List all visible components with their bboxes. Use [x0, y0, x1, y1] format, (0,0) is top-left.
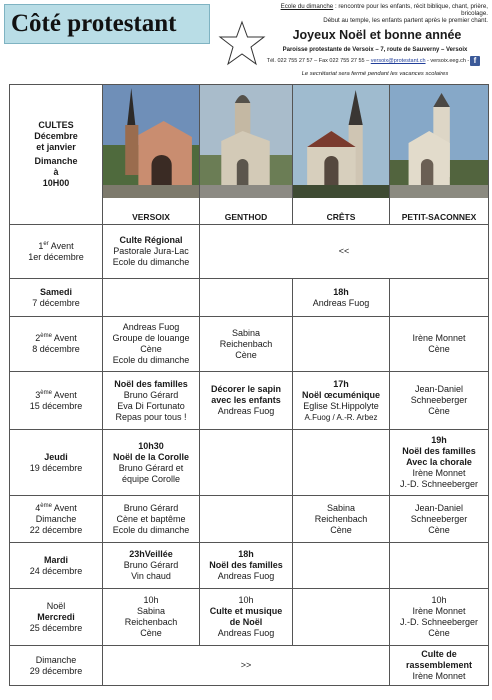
church-genthod-photo — [200, 85, 292, 198]
service-line: Sabina — [326, 502, 356, 513]
service-line: Repas pour tous ! — [115, 411, 187, 422]
crets-cell — [293, 589, 390, 646]
page-title: Côté protestant — [4, 4, 210, 44]
church-name: VERSOIX — [132, 212, 170, 222]
header-info — [258, 3, 488, 25]
church-name: CRÊTS — [326, 212, 356, 222]
date-cell — [10, 372, 103, 430]
date-weekday: Jeudi — [44, 451, 68, 462]
service-line: J.-D. Schneeberger — [399, 479, 479, 489]
date-cell — [10, 496, 103, 543]
service-title: Noël des familles — [209, 560, 283, 570]
service-line: Bruno Gérard — [123, 560, 179, 570]
date-weekday: Dimanche — [35, 513, 77, 524]
service-line: Reichenbach — [219, 338, 273, 349]
table-row — [10, 646, 489, 686]
intro-cultes: CULTES — [38, 120, 74, 130]
date-week: Avent — [51, 333, 77, 343]
service-time: 18h — [333, 286, 349, 297]
date-day: 19 décembre — [29, 462, 83, 473]
service-title: Noël œcuménique — [301, 389, 380, 400]
table-row — [10, 589, 489, 646]
service-title: Culte Régional — [119, 235, 183, 245]
service-line: Cène — [428, 344, 450, 354]
date-day: 29 décembre — [29, 665, 83, 676]
service-title: Noël de la Corolle — [112, 451, 190, 462]
petit-saconnex-cell — [390, 646, 489, 686]
date-cell — [10, 279, 103, 317]
service-line: Andreas Fuog — [217, 406, 275, 416]
service-title: Décorer le sapin — [210, 384, 282, 394]
service-line: Eva Di Fortunato — [117, 400, 185, 411]
temple-text: Début au temple, les enfants partent après le premier chant. — [323, 17, 488, 25]
service-line: Sabina — [231, 327, 261, 338]
date-week: Avent — [51, 502, 77, 513]
service-line: Andreas Fuog — [122, 322, 180, 332]
contact-line — [262, 58, 474, 64]
crets-cell — [293, 279, 390, 317]
date-day: 25 décembre — [29, 622, 83, 633]
greeting: Joyeux Noël et bonne année — [292, 28, 462, 42]
date-sup: ème — [40, 389, 52, 396]
service-line: Andreas Fuog — [217, 628, 275, 638]
closure-notice: Le secrétariat sera fermé pendant les vacances scolaires — [301, 71, 449, 77]
ecole-text: : rencontre pour les enfants, récit biblique, chant, prière, bricolage. — [333, 3, 488, 18]
date-ordinal: 1 — [38, 240, 44, 251]
crets-cell — [293, 372, 390, 430]
service-line: Pastorale Jura-Lac — [113, 246, 189, 256]
genthod-cell — [200, 543, 293, 589]
date-cell — [10, 225, 103, 279]
service-line: Bruno Gérard — [123, 502, 179, 513]
service-line: Sabina — [136, 606, 166, 616]
church-crets-photo — [293, 85, 389, 198]
service-line: J.-D. Schneeberger — [399, 617, 479, 627]
date-weekday: Mercredi — [37, 611, 75, 622]
service-line: Reichenbach — [124, 617, 178, 627]
intro-cell — [10, 85, 103, 225]
table-row — [10, 430, 489, 496]
date-day: 15 décembre — [29, 400, 83, 411]
versoix-cell — [103, 430, 200, 496]
crets-cell — [293, 496, 390, 543]
service-time: 10h — [143, 595, 159, 605]
date-day: 1er décembre — [28, 251, 84, 262]
service-line: Cène — [235, 349, 257, 360]
date-day: 7 décembre — [32, 297, 80, 308]
service-line: Bruno Gérard et — [118, 462, 184, 473]
crets-cell — [293, 430, 390, 496]
petit-saconnex-cell — [390, 496, 489, 543]
service-line: Cène — [140, 628, 162, 638]
date-cell — [10, 430, 103, 496]
service-title: Avec la chorale — [406, 457, 472, 467]
church-name: PETIT-SACONNEX — [401, 212, 477, 222]
crets-cell — [293, 543, 390, 589]
date-holiday: Noël — [46, 600, 66, 611]
service-line: Ecole du dimanche — [112, 257, 190, 267]
service-title: Culte et musique — [209, 606, 283, 616]
service-line: Andreas Fuog — [312, 297, 370, 308]
service-line: Irène Monnet — [412, 606, 466, 616]
service-title: rassemblement — [405, 660, 473, 670]
date-sup: ème — [40, 502, 52, 509]
church-versoix — [103, 85, 200, 225]
church-petit-saconnex-photo — [390, 85, 488, 198]
date-cell — [10, 589, 103, 646]
petit-saconnex-cell — [390, 279, 489, 317]
intro-time: 10H00 — [42, 178, 70, 188]
petit-saconnex-cell — [390, 317, 489, 372]
service-line: Jean-Daniel — [414, 384, 464, 394]
date-sup: er — [43, 240, 49, 247]
service-line: Ecole du dimanche — [112, 355, 190, 365]
church-genthod — [200, 85, 293, 225]
genthod-cell — [200, 589, 293, 646]
table-row — [10, 279, 489, 317]
date-weekday: Samedi — [39, 286, 72, 297]
service-title: Culte de — [421, 649, 457, 659]
service-title: de Noël — [229, 617, 263, 627]
service-line: Schneeberger — [410, 513, 468, 524]
ecole-label: Ecole du dimanche — [280, 3, 334, 10]
service-line: équipe Corolle — [121, 473, 181, 484]
service-line: A.Fuog / A.-R. Arbez — [304, 412, 378, 422]
service-time: 18h — [238, 549, 254, 559]
date-ordinal: 2 — [35, 333, 41, 343]
church-petit-saconnex — [390, 85, 489, 225]
service-time: 10h30 — [138, 440, 164, 451]
service-time: 10h — [238, 595, 254, 605]
contact-phone: Tél. 022 755 27 57 – Fax 022 755 27 55 – — [266, 58, 371, 64]
versoix-cell — [103, 279, 200, 317]
service-title: Noël des familles — [402, 446, 476, 456]
service-line: Irène Monnet — [412, 468, 466, 478]
facebook-icon[interactable]: f — [470, 56, 480, 66]
service-title: Noël des familles — [114, 378, 188, 389]
date-ordinal: 3 — [35, 389, 41, 400]
table-row — [10, 225, 489, 279]
date-week: Avent — [51, 389, 77, 400]
table-row — [10, 543, 489, 589]
date-ordinal: 4 — [35, 502, 41, 513]
petit-saconnex-cell — [390, 589, 489, 646]
table-row — [10, 317, 489, 372]
date-week: Avent — [48, 240, 74, 251]
service-title: avec les enfants — [211, 395, 281, 405]
address: Paroisse protestante de Versoix – 7, route de Sauverny – Versoix — [282, 47, 468, 53]
service-line: Irène Monnet — [412, 333, 466, 343]
date-cell — [10, 543, 103, 589]
span-cell: << — [200, 225, 489, 279]
service-time: 19h — [431, 435, 447, 445]
service-line: Eglise St.Hippolyte — [303, 400, 379, 411]
petit-saconnex-cell — [390, 372, 489, 430]
service-line: Cène — [428, 524, 450, 535]
header-row — [10, 85, 489, 225]
service-line: Ecole du dimanche — [112, 524, 190, 535]
service-line: Jean-Daniel — [414, 502, 464, 513]
service-line: Irène Monnet — [412, 671, 466, 681]
service-line: Reichenbach — [314, 513, 368, 524]
span-cell: >> — [103, 646, 390, 686]
date-weekday: Dimanche — [35, 654, 77, 665]
church-versoix-photo — [103, 85, 199, 198]
intro-at: à — [53, 167, 59, 177]
date-day: 24 décembre — [29, 565, 83, 576]
service-line: Groupe de louange — [112, 333, 190, 343]
date-cell — [10, 317, 103, 372]
service-line: Cène — [428, 406, 450, 416]
genthod-cell — [200, 496, 293, 543]
versoix-cell — [103, 543, 200, 589]
service-time: 10h — [431, 595, 447, 605]
intro-day: Dimanche — [34, 156, 78, 166]
versoix-cell — [103, 225, 200, 279]
versoix-cell — [103, 372, 200, 430]
service-line: Bruno Gérard — [123, 389, 179, 400]
table-row — [10, 496, 489, 543]
service-line: Cène et baptême — [116, 513, 186, 524]
intro-month1: Décembre — [34, 131, 78, 141]
service-line: Vin chaud — [131, 571, 171, 581]
services-table — [9, 84, 489, 686]
church-name: GENTHOD — [224, 212, 268, 222]
star-icon — [218, 20, 266, 66]
email-link[interactable]: versoix@protestant.ch — [370, 58, 426, 64]
website: - versoix.eeg.ch - — [425, 58, 470, 64]
genthod-cell — [200, 372, 293, 430]
service-line: Cène — [330, 524, 352, 535]
genthod-cell — [200, 279, 293, 317]
service-title: 23hVeillée — [129, 549, 173, 559]
versoix-cell — [103, 589, 200, 646]
petit-saconnex-cell — [390, 543, 489, 589]
date-sup: ème — [40, 333, 52, 339]
date-weekday: Mardi — [43, 554, 68, 565]
petit-saconnex-cell — [390, 430, 489, 496]
service-line: Schneeberger — [410, 395, 468, 405]
crets-cell — [293, 317, 390, 372]
genthod-cell — [200, 430, 293, 496]
service-time: 17h — [333, 378, 349, 389]
service-line: Cène — [140, 344, 162, 354]
versoix-cell — [103, 317, 200, 372]
intro-month2: et janvier — [36, 142, 76, 152]
date-cell — [10, 646, 103, 686]
date-day: 8 décembre — [32, 344, 80, 354]
genthod-cell — [200, 317, 293, 372]
service-line: Andreas Fuog — [217, 571, 275, 581]
date-day: 22 décembre — [29, 524, 83, 535]
versoix-cell — [103, 496, 200, 543]
service-line: Cène — [428, 628, 450, 638]
table-row — [10, 372, 489, 430]
church-crets — [293, 85, 390, 225]
